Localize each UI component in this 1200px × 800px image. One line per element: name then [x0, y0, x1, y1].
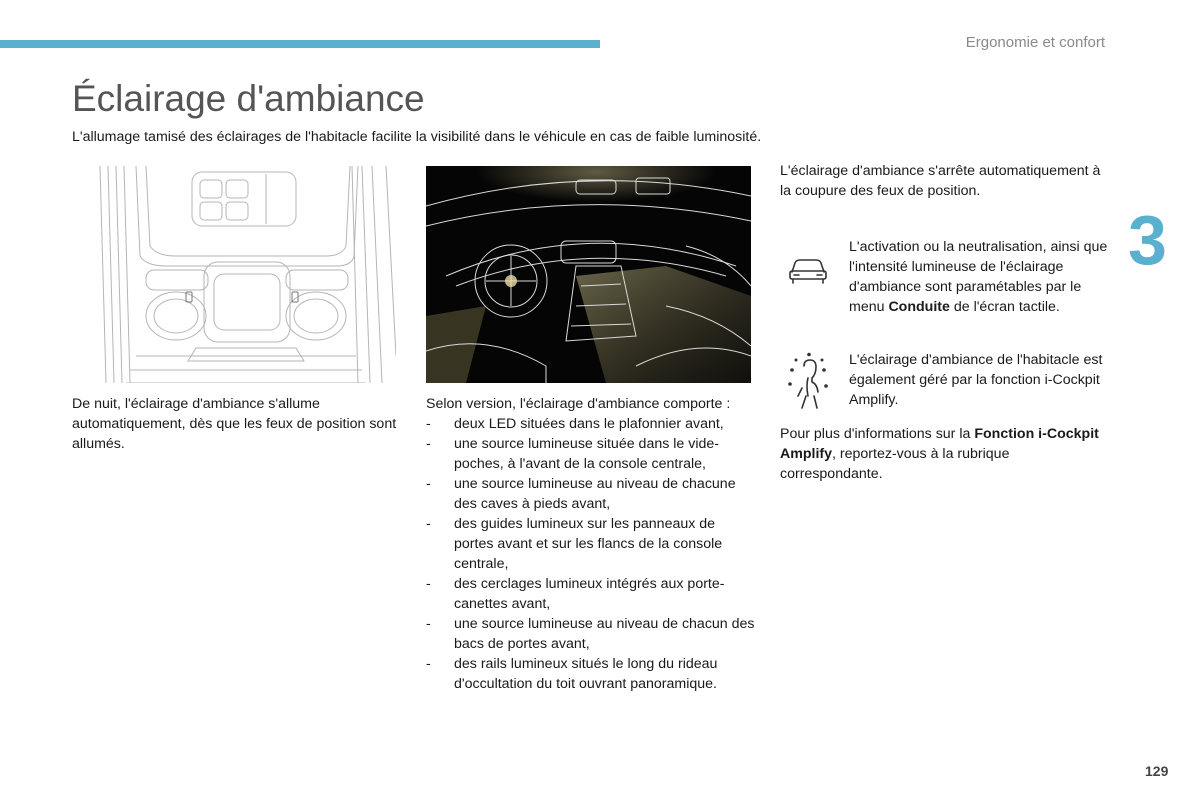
list-dash: - — [426, 436, 431, 452]
settings-note: L'activation ou la neutralisation, ainsi que l'intensité lumineuse de l'éclairage d'ambiance sont paramétables par le menu Conduite de l'écran tactile. — [849, 239, 1108, 315]
list-dash: - — [426, 476, 431, 492]
list-dash: - — [426, 616, 431, 632]
components-list — [426, 414, 756, 694]
ceiling-console-illustration — [96, 166, 396, 383]
list-item: - des guides lumineux sur les panneaux de portes avant et sur les flancs de la console centrale, — [426, 516, 723, 572]
list-item: - une source lumineuse au niveau de chacun des bacs de portes avant, — [426, 616, 755, 652]
menu-name: Conduite — [888, 299, 950, 315]
list-item: - une source lumineuse au niveau de chacune des caves à pieds avant, — [426, 476, 736, 512]
list-item: - des cerclages lumineux intégrés aux porte-canettes avant, — [426, 576, 725, 612]
list-item: - une source lumineuse située dans le vide-poches, à l'avant de la console centrale, — [426, 436, 719, 472]
list-dash: - — [426, 576, 431, 592]
section-label: Ergonomie et confort — [965, 34, 1105, 51]
header-accent-bar — [0, 40, 600, 48]
function-name: Fonction i-Cockpit Amplify — [780, 426, 1099, 462]
more-info-paragraph: Pour plus d'informations sur la Fonction i-Cockpit Amplify, reportez-vous à la rubrique correspondante. — [780, 426, 1099, 482]
page-number: 129 — [1145, 763, 1169, 779]
list-item: - deux LED situées dans le plafonnier avant, — [426, 416, 724, 432]
components-section — [426, 394, 756, 694]
list-dash: - — [426, 656, 431, 672]
list-item: - des rails lumineux situés le long du rideau d'occultation du toit ouvrant panoramique. — [426, 656, 718, 692]
list-dash: - — [426, 516, 431, 532]
intro-text: L'allumage tamisé des éclairages de l'habitacle facilite la visibilité dans le véhicule en cas de faible luminosité. — [72, 129, 762, 145]
page-title: Éclairage d'ambiance — [72, 78, 425, 119]
car-icon — [786, 252, 830, 286]
night-lighting-paragraph: De nuit, l'éclairage d'ambiance s'allume automatiquement, dès que les feux de position sont allumés. — [72, 396, 397, 452]
amplify-note: L'éclairage d'ambiance de l'habitacle est également géré par la fonction i-Cockpit Amplify. — [849, 352, 1103, 408]
person-wellbeing-icon — [784, 352, 832, 412]
cabin-ambient-lighting-illustration — [426, 166, 751, 383]
components-intro: Selon version, l'éclairage d'ambiance comporte : — [426, 396, 731, 412]
auto-off-paragraph: L'éclairage d'ambiance s'arrête automatiquement à la coupure des feux de position. — [780, 163, 1101, 199]
chapter-number: 3 — [1128, 201, 1167, 279]
list-dash: - — [426, 416, 431, 432]
